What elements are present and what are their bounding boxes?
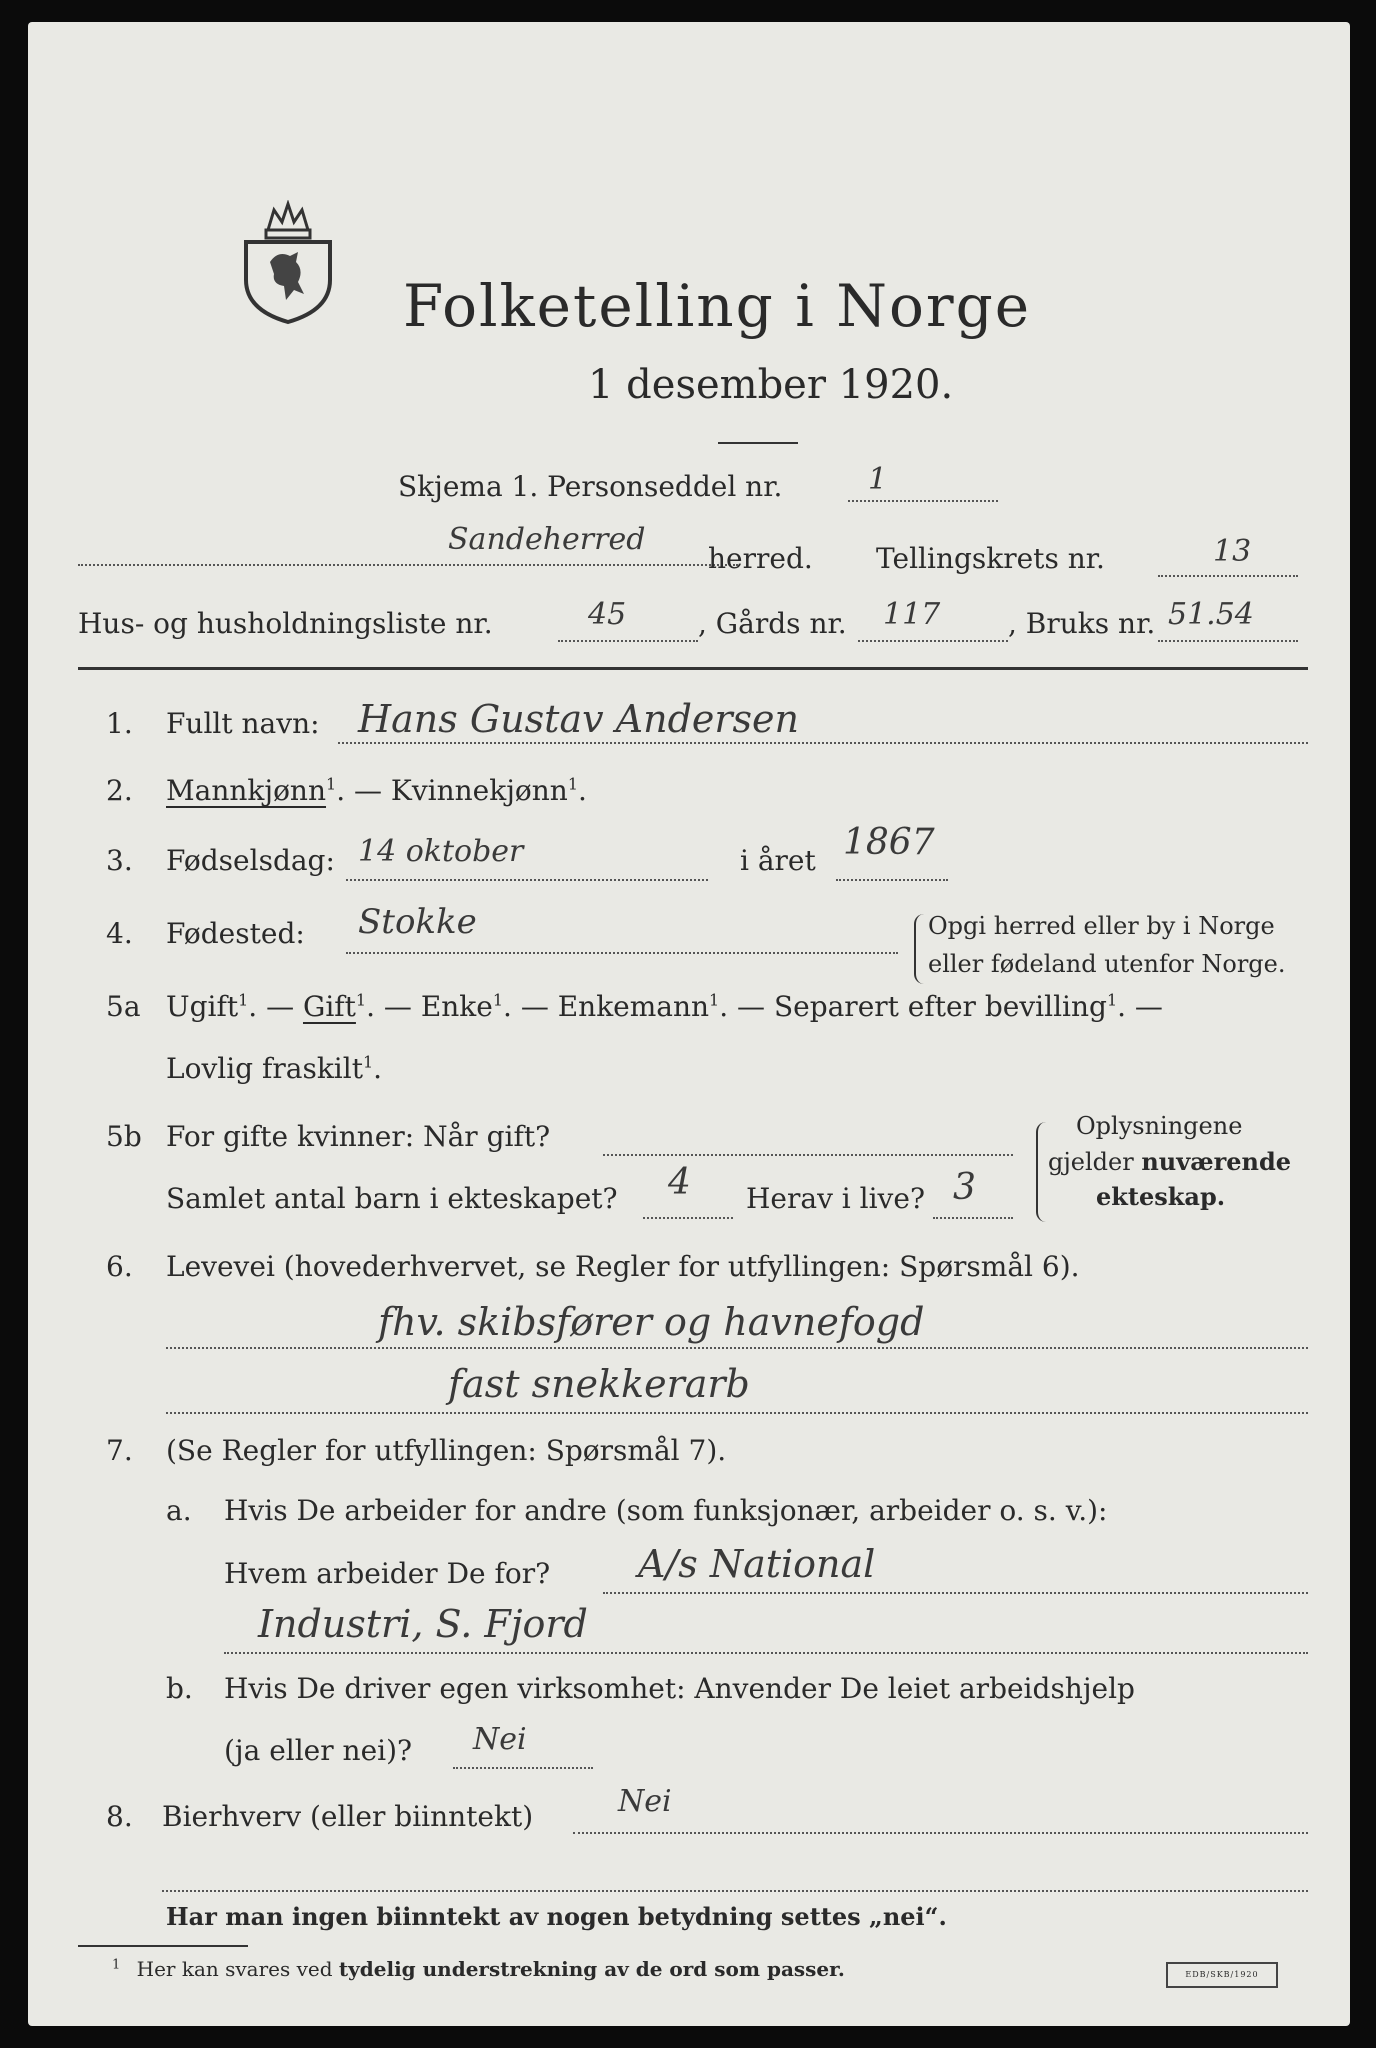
q5b-live-label: Herav i live? — [746, 1182, 925, 1215]
gards-line — [858, 640, 1008, 642]
q7-number: 7. — [106, 1434, 133, 1467]
q4-note-2: eller fødeland utenfor Norge. — [928, 950, 1286, 978]
q7a-question: Hvem arbeider De for? — [224, 1557, 551, 1590]
q3-number: 3. — [106, 844, 133, 877]
q5b-barn-value: 4 — [668, 1162, 691, 1203]
q8-line-2 — [162, 1890, 1308, 1892]
q7a-label: Hvis De arbeider for andre (som funksjonær, arbeider o. s. v.): — [224, 1494, 1108, 1527]
q4-brace — [914, 914, 924, 984]
title-rule — [718, 442, 798, 444]
q5b-label: For gifte kvinner: Når gift? — [166, 1120, 551, 1153]
q5a-ugift-sup: 1 — [238, 990, 249, 1010]
hus-line — [558, 640, 698, 642]
q5b-note-2 — [1048, 1147, 1291, 1176]
q7-label: (Se Regler for utfyllingen: Spørsmål 7). — [166, 1434, 727, 1467]
q6-line-2 — [166, 1412, 1308, 1414]
q3-value: 14 oktober — [358, 834, 524, 869]
q3-year-value: 1867 — [843, 822, 935, 863]
q5b-gift-line — [603, 1154, 1013, 1156]
hus-value: 45 — [588, 597, 627, 632]
q7b-label: Hvis De driver egen virksomhet: Anvender De leiet arbeidshjelp — [224, 1672, 1135, 1705]
header-rule — [78, 667, 1308, 670]
q7a-value-2: Industri, S. Fjord — [258, 1602, 588, 1646]
q5a-options: Ugift$^1$. — Gift$^1$. — Enke$^1$. — Enkemann$^1$. — Separert efter bevilling$^1$. — — [166, 990, 1163, 1023]
q4-line — [346, 952, 898, 954]
q5a-number: 5a — [106, 990, 141, 1023]
q7a-line-1 — [603, 1592, 1308, 1594]
q5b-barn-line — [643, 1217, 733, 1219]
q5a-separert: Separert efter bevilling — [773, 990, 1107, 1023]
footnote-text-a: Her kan svares ved — [136, 1957, 339, 1981]
q4-note-1: Opgi herred eller by i Norge — [928, 912, 1275, 940]
q8-label: Bierhverv (eller biinntekt) — [162, 1800, 534, 1833]
hus-label: Hus- og husholdningsliste nr. — [78, 607, 493, 640]
q1-line — [338, 742, 1308, 744]
q5a-ugift: Ugift — [166, 990, 239, 1023]
q5a-lovlig: Lovlig fraskilt$^1$. — [166, 1052, 383, 1085]
q2-number: 2. — [106, 774, 133, 807]
q4-label: Fødested: — [166, 917, 305, 950]
herred-value: Sandeherred — [448, 522, 646, 557]
q1-number: 1. — [106, 707, 133, 740]
q5a-separert-sup: 1 — [1106, 990, 1118, 1010]
q5b-barn-label: Samlet antal barn i ekteskapet? — [166, 1182, 618, 1215]
q5b-live-line — [933, 1217, 1013, 1219]
q6-line-1 — [166, 1347, 1308, 1349]
q2-female-sup: 1 — [567, 774, 578, 794]
tellingskrets-label: Tellingskrets nr. — [876, 542, 1105, 575]
q2-sex — [166, 774, 587, 807]
q7a-value-1: A/s National — [638, 1542, 876, 1586]
footnote — [112, 1957, 845, 1981]
form-title: Folketelling i Norge — [403, 272, 1032, 340]
bruks-value: 51.54 — [1168, 597, 1254, 632]
q7b-value: Nei — [473, 1722, 527, 1757]
footnote-number: 1 — [112, 1957, 121, 1973]
footnote-rule — [78, 1945, 248, 1947]
q8-line-1 — [573, 1832, 1308, 1834]
footnote-text-b: tydelig understrekning av de ord som passer. — [338, 1957, 845, 1981]
q5b-number: 5b — [106, 1120, 142, 1153]
q5a-lovlig-sup: 1 — [362, 1052, 374, 1072]
personseddel-line — [848, 500, 998, 502]
q4-value: Stokke — [358, 902, 477, 942]
q5b-note-2a: gjelder — [1048, 1148, 1142, 1176]
census-form — [28, 22, 1350, 2026]
q8-value: Nei — [618, 1784, 672, 1819]
q6-value-1: fhv. skibsfører og havnefogd — [378, 1300, 925, 1344]
bruks-line — [1158, 640, 1298, 642]
q2-female: Kvinnekjønn — [390, 774, 568, 807]
q5a-enke-sup: 1 — [492, 990, 504, 1010]
q6-number: 6. — [106, 1250, 133, 1283]
gards-value: 117 — [883, 597, 941, 632]
q3-label: Fødselsdag: — [166, 844, 335, 877]
tellingskrets-line — [1158, 575, 1298, 577]
q7b-line — [453, 1767, 593, 1769]
q6-value-2: fast snekkerarb — [448, 1362, 750, 1406]
personseddel-value: 1 — [868, 462, 888, 497]
tellingskrets-value: 13 — [1213, 534, 1252, 569]
form-date: 1 desember 1920. — [588, 362, 954, 408]
q5a-enkemann-sup: 1 — [709, 990, 720, 1010]
herred-label: herred. — [708, 542, 813, 575]
q7b-question: (ja eller nei)? — [224, 1734, 413, 1767]
q5a-gift: Gift — [302, 990, 356, 1023]
q5b-live-value: 3 — [953, 1167, 976, 1208]
q2-end: . — [578, 774, 587, 807]
q8-number: 8. — [106, 1800, 133, 1833]
q1-value: Hans Gustav Andersen — [358, 697, 800, 741]
schema-label: Skjema 1. Personseddel nr. — [398, 470, 783, 503]
q5b-note-3: ekteskap. — [1096, 1182, 1226, 1211]
gards-label: , Gårds nr. — [698, 607, 847, 640]
q3-year-line — [836, 879, 948, 881]
q2-sep: . — — [336, 774, 391, 807]
q5a-enkemann: Enkemann — [557, 990, 710, 1023]
q7b-letter: b. — [166, 1672, 193, 1705]
q5a-lovlig-text: Lovlig fraskilt — [166, 1052, 363, 1085]
q5b-brace — [1036, 1122, 1046, 1222]
q6-label: Levevei (hovederhvervet, se Regler for utfyllingen: Spørsmål 6). — [166, 1250, 1080, 1283]
herred-line — [78, 564, 738, 566]
q5b-note-2b: nuværende — [1141, 1147, 1292, 1176]
printer-stamp: EDB/SKB/1920 — [1166, 1962, 1278, 1988]
q7a-letter: a. — [166, 1494, 192, 1527]
q3-year-label: i året — [740, 844, 816, 877]
q3-line — [346, 879, 708, 881]
q5a-enke: Enke — [420, 990, 493, 1023]
q7a-line-2 — [224, 1652, 1308, 1654]
q5b-note-1: Oplysningene — [1076, 1112, 1243, 1140]
bruks-label: , Bruks nr. — [1008, 607, 1156, 640]
q2-male: Mannkjønn — [166, 774, 327, 807]
q5a-gift-sup: 1 — [355, 990, 367, 1010]
q4-number: 4. — [106, 917, 133, 950]
norwegian-coat-of-arms-icon — [238, 200, 338, 326]
q1-label: Fullt navn: — [166, 707, 320, 740]
q2-male-sup: 1 — [326, 774, 337, 794]
nei-note: Har man ingen biinntekt av nogen betydning settes „nei“. — [166, 1902, 947, 1931]
